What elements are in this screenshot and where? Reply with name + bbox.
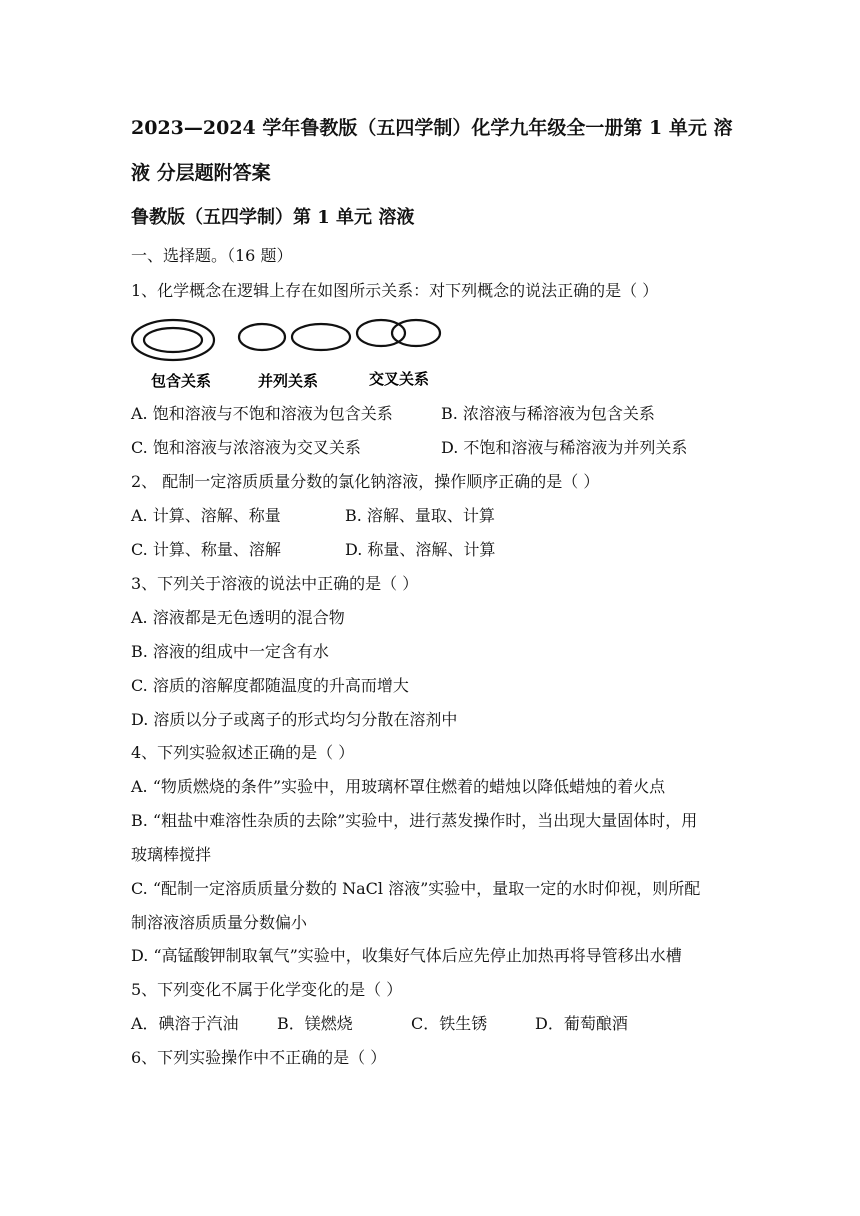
question-4-option-d: D. “高锰酸钾制取氧气”实验中，收集好气体后应先停止加热再将导管移出水槽 — [131, 946, 682, 965]
inner-ellipse — [144, 328, 202, 352]
question-5-option-a: A．碘溶于汽油 — [131, 1014, 239, 1033]
question-4-option-b-line-1: B. “粗盐中难溶性杂质的去除”实验中，进行蒸发操作时，当出现大量固体时，用 — [131, 811, 698, 830]
inclusion-label: 包含关系 — [151, 372, 212, 390]
question-3-option-b: B. 溶液的组成中一定含有水 — [131, 642, 329, 661]
parallel-relation-figure — [239, 324, 350, 350]
question-3-option-d: D. 溶质以分子或离子的形式均匀分散在溶剂中 — [131, 710, 458, 729]
question-5-option-c: C．铁生锈 — [411, 1014, 488, 1033]
right-ellipse — [392, 320, 440, 346]
question-5-option-b: B．镁燃烧 — [277, 1014, 353, 1033]
section-heading: 一、选择题。（16 题） — [131, 246, 293, 265]
question-1-option-a: A. 饱和溶液与不饱和溶液为包含关系 — [131, 404, 393, 423]
concept-relation-diagram — [131, 315, 451, 395]
question-5-stem: 5、下列变化不属于化学变化的是（ ） — [131, 980, 403, 999]
question-1-option-d: D. 不饱和溶液与稀溶液为并列关系 — [441, 438, 688, 457]
question-1-option-c: C. 饱和溶液与浓溶液为交叉关系 — [131, 438, 361, 457]
question-1-option-b: B. 浓溶液与稀溶液为包含关系 — [441, 404, 655, 423]
question-3-option-c: C. 溶质的溶解度都随温度的升高而增大 — [131, 676, 409, 695]
question-2-option-c: C. 计算、称量、溶解 — [131, 540, 281, 559]
question-4-option-c-line-2: 制溶液溶质质量分数偏小 — [131, 913, 308, 932]
question-3-option-a: A. 溶液都是无色透明的混合物 — [131, 608, 345, 627]
question-2-stem: 2、 配制一定溶质质量分数的氯化钠溶液，操作顺序正确的是（ ） — [131, 472, 600, 491]
question-4-option-a: A. “物质燃烧的条件”实验中，用玻璃杯罩住燃着的蜡烛以降低蜡烛的着火点 — [131, 777, 666, 796]
document-title-line-2: 液 分层题附答案 — [131, 162, 271, 184]
right-ellipse — [292, 324, 350, 350]
question-2-option-b: B. 溶解、量取、计算 — [345, 506, 495, 525]
question-6-stem: 6、下列实验操作中不正确的是（ ） — [131, 1048, 387, 1067]
question-3-stem: 3、下列关于溶液的说法中正确的是（ ） — [131, 574, 419, 593]
left-ellipse — [239, 324, 285, 350]
inclusion-relation-figure — [132, 320, 214, 360]
question-1-stem: 1、化学概念在逻辑上存在如图所示关系：对下列概念的说法正确的是（ ） — [131, 281, 659, 300]
question-4-stem: 4、下列实验叙述正确的是（ ） — [131, 743, 355, 762]
parallel-label: 并列关系 — [258, 372, 319, 390]
question-4-option-c-line-1: C. “配制一定溶质质量分数的 NaCl 溶液”实验中，量取一定的水时仰视，则所配 — [131, 879, 701, 898]
intersection-label: 交叉关系 — [369, 370, 430, 388]
intersection-relation-figure — [357, 320, 440, 346]
document-title-line-1: 2023—2024 学年鲁教版（五四学制）化学九年级全一册第 1 单元 溶 — [131, 117, 733, 139]
question-2-option-d: D. 称量、溶解、计算 — [345, 540, 496, 559]
question-4-option-b-line-2: 玻璃棒搅拌 — [131, 845, 212, 864]
question-2-option-a: A. 计算、溶解、称量 — [131, 506, 281, 525]
unit-subtitle: 鲁教版（五四学制）第 1 单元 溶液 — [131, 207, 415, 228]
question-5-option-d: D．葡萄酿酒 — [535, 1014, 628, 1033]
